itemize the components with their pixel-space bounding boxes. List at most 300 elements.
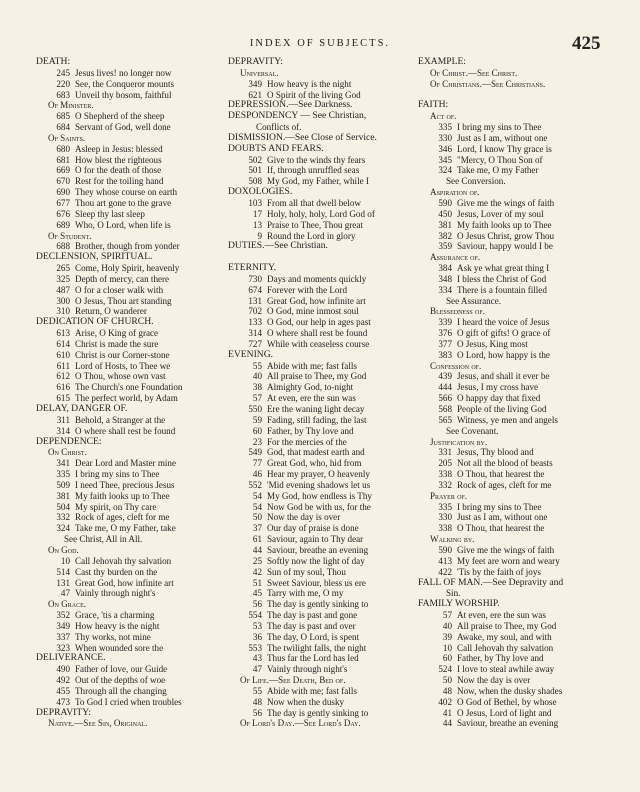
hymn-number: 439 (438, 371, 452, 382)
hymn-entry (36, 578, 216, 589)
hymn-number: 44 (442, 718, 452, 729)
hymn-number: 341 (56, 458, 70, 469)
index-subheading: Walking by. (430, 534, 475, 545)
hymn-first-line: I heard the voice of Jesus (457, 317, 550, 328)
hymn-number: 621 (248, 89, 262, 100)
hymn-number: 683 (56, 89, 70, 100)
hymn-first-line: Saviour, again to Thy dear (267, 534, 364, 545)
hymn-number: 338 (438, 523, 452, 534)
hymn-number: 702 (248, 306, 262, 317)
hymn-number: 324 (56, 523, 70, 534)
hymn-first-line: Jesus lives! no longer now (75, 67, 172, 78)
hymn-number: 553 (248, 642, 262, 653)
hymn-number: 690 (56, 187, 70, 198)
index-heading: FALL OF MAN.—See Depravity and (418, 577, 564, 588)
hymn-first-line: Behold, a Stranger at the (75, 414, 166, 425)
hymn-entry (36, 664, 216, 675)
hymn-number: 334 (438, 284, 452, 295)
hymn-entry (418, 415, 610, 426)
hymn-number: 590 (438, 544, 452, 555)
hymn-number: 44 (252, 544, 262, 555)
index-reference: Sin. (446, 588, 461, 599)
hymn-number: 552 (248, 479, 262, 490)
hymn-first-line: Just as I am, without one (457, 132, 548, 143)
hymn-entry (418, 447, 610, 458)
hymn-number: 688 (56, 241, 70, 252)
hymn-number: 43 (252, 653, 262, 664)
hymn-first-line: Sleep thy last sleep (75, 208, 145, 219)
hymn-entry (228, 556, 406, 567)
hymn-first-line: For the mercies of the (267, 436, 347, 447)
hymn-entry (228, 643, 406, 654)
hymn-number: 133 (248, 317, 262, 328)
hymn-entry (418, 328, 610, 339)
hymn-first-line: The day is gently sinking to (267, 707, 369, 718)
hymn-entry (418, 317, 610, 328)
hymn-number: 60 (252, 425, 262, 436)
index-heading: DOUBTS AND FEARS. (228, 143, 324, 154)
hymn-entry (228, 437, 406, 448)
hymn-first-line: Christ is our Corner-stone (75, 349, 170, 360)
hymn-number: 330 (438, 512, 452, 523)
hymn-first-line: Brother, though from yonder (75, 241, 180, 252)
hymn-first-line: Now the day is over (267, 512, 341, 523)
hymn-entry (228, 361, 406, 372)
hymn-first-line: O God, mine inmost soul (267, 306, 359, 317)
hymn-entry (36, 165, 216, 176)
hymn-number: 524 (438, 664, 452, 675)
index-column-1 (36, 57, 216, 729)
hymn-first-line: I bring my sins to Thee (75, 469, 160, 480)
hymn-first-line: I bring my sins to Thee (457, 122, 542, 133)
hymn-number: 300 (56, 295, 70, 306)
index-heading: DELAY, DANGER OF. (36, 404, 128, 414)
hymn-first-line: Father, by Thy love and (267, 425, 354, 436)
hymn-entry (36, 686, 216, 697)
hymn-number: 40 (442, 620, 452, 631)
hymn-entry (418, 632, 610, 643)
hymn-entry (418, 643, 610, 654)
hymn-entry (418, 393, 610, 404)
hymn-entry (36, 111, 216, 122)
hymn-entry (36, 339, 216, 350)
hymn-number: 45 (252, 588, 262, 599)
hymn-first-line: Father, by Thy love and (457, 653, 544, 664)
hymn-number: 384 (438, 263, 452, 274)
hymn-first-line: Out of the depths of woe (75, 675, 166, 686)
hymn-entry (228, 697, 406, 708)
hymn-number: 613 (56, 328, 70, 339)
hymn-number: 383 (438, 349, 452, 360)
hymn-first-line: Unveil thy bosom, faithful (75, 89, 172, 100)
hymn-entry (228, 415, 406, 426)
hymn-number: 48 (252, 696, 262, 707)
hymn-entry (36, 393, 216, 404)
hymn-first-line: See, the Conqueror mounts (75, 78, 175, 89)
hymn-entry (418, 371, 610, 382)
hymn-number: 610 (56, 349, 70, 360)
hymn-entry (228, 588, 406, 599)
index-subheading: Of Life.—See Death, Bed of. (240, 675, 346, 686)
hymn-number: 330 (438, 132, 452, 143)
hymn-first-line: Thou art gone to the grave (75, 197, 172, 208)
hymn-first-line: O Lord, how happy is the (457, 349, 550, 360)
hymn-first-line: Jesus, and shall it ever be (457, 371, 550, 382)
hymn-entry (228, 610, 406, 621)
hymn-number: 413 (438, 555, 452, 566)
hymn-first-line: Rest for the toiling hand (75, 176, 164, 187)
hymn-first-line: Call Jehovah thy salvation (75, 555, 172, 566)
hymn-first-line: They whose course on earth (75, 187, 178, 198)
index-column-2 (228, 57, 406, 729)
hymn-first-line: Christ is made the sure (75, 338, 159, 349)
hymn-entry (36, 176, 216, 187)
hymn-number: 565 (438, 414, 452, 425)
hymn-number: 450 (438, 208, 452, 219)
hymn-number: 554 (248, 610, 262, 621)
hymn-first-line: Abide with me; fast falls (267, 360, 357, 371)
hymn-entry (228, 79, 406, 90)
hymn-number: 324 (438, 165, 452, 176)
hymn-number: 13 (252, 219, 262, 230)
hymn-number: 77 (252, 458, 262, 469)
hymn-first-line: Saviour, happy would I be (457, 241, 553, 252)
hymn-first-line: The day, O Lord, is spent (267, 631, 360, 642)
hymn-number: 50 (442, 675, 452, 686)
hymn-first-line: Fading, still fading, the last (267, 414, 367, 425)
hymn-number: 103 (248, 197, 262, 208)
hymn-number: 676 (56, 208, 70, 219)
hymn-first-line: Abide with me; fast falls (267, 685, 357, 696)
hymn-entry (36, 122, 216, 133)
hymn-number: 314 (56, 425, 70, 436)
hymn-entry (228, 393, 406, 404)
index-subheading: Assurance of. (430, 252, 481, 263)
hymn-number: 487 (56, 284, 70, 295)
hymn-entry (228, 209, 406, 220)
hymn-first-line: People of the living God (457, 404, 547, 414)
hymn-entry (228, 371, 406, 382)
hymn-number: 614 (56, 338, 70, 349)
hymn-first-line: Grace, 'tis a charming (75, 610, 155, 621)
hymn-first-line: Softly now the light of day (267, 555, 365, 566)
hymn-entry (228, 534, 406, 545)
hymn-first-line: I need Thee, precious Jesus (75, 479, 175, 490)
hymn-number: 352 (56, 610, 70, 621)
hymn-number: 490 (56, 664, 70, 675)
hymn-first-line: Ask ye what great thing I (457, 263, 550, 274)
hymn-entry (418, 155, 610, 166)
hymn-number: 323 (56, 642, 70, 653)
hymn-entry (418, 122, 610, 133)
hymn-number: 339 (438, 317, 452, 328)
hymn-number: 376 (438, 328, 452, 339)
hymn-entry (36, 371, 216, 382)
hymn-first-line: Almighty God, to-night (267, 382, 354, 393)
hymn-number: 566 (438, 393, 452, 404)
hymn-first-line: Great God, who, hid from (267, 458, 362, 469)
index-subheading: Of Minister. (48, 100, 94, 111)
hymn-entry (228, 458, 406, 469)
hymn-first-line: Witness, ye men and angels (457, 414, 558, 425)
hymn-number: 332 (56, 512, 70, 523)
hymn-first-line: Depth of mercy, can there (75, 273, 170, 284)
hymn-entry (228, 382, 406, 393)
hymn-first-line: Take me, O my Father, take (75, 523, 176, 534)
hymn-entry (36, 512, 216, 523)
hymn-number: 38 (252, 382, 262, 393)
hymn-number: 314 (248, 328, 262, 339)
hymn-entry (418, 458, 610, 469)
hymn-entry (36, 263, 216, 274)
hymn-number: 40 (252, 371, 262, 382)
hymn-entry (418, 404, 610, 415)
hymn-entry (418, 231, 610, 242)
hymn-first-line: Vainly through night's (75, 588, 156, 599)
hymn-number: 10 (60, 555, 70, 566)
hymn-first-line: O for a closer walk with (75, 284, 164, 295)
hymn-entry (228, 599, 406, 610)
hymn-entry (36, 306, 216, 317)
hymn-number: 311 (56, 414, 70, 425)
hymn-entry (418, 664, 610, 675)
hymn-entry (36, 241, 216, 252)
hymn-number: 422 (438, 566, 452, 577)
hymn-first-line: My God, my Father, while I (267, 176, 369, 187)
hymn-first-line: Awake, my soul, and with (457, 631, 552, 642)
hymn-number: 245 (56, 67, 70, 78)
hymn-entry (418, 675, 610, 686)
index-reference: See Assurance. (446, 295, 502, 306)
index-heading: DEPRAVITY: (228, 57, 283, 67)
hymn-number: 501 (248, 165, 262, 176)
hymn-entry (36, 220, 216, 231)
hymn-first-line: If, through unruffled seas (267, 165, 360, 176)
hymn-entry (228, 523, 406, 534)
hymn-first-line: Round the Lord in glory (267, 230, 356, 241)
hymn-number: 37 (252, 523, 262, 534)
hymn-entry (418, 133, 610, 144)
hymn-number: 41 (442, 707, 452, 718)
hymn-entry (228, 198, 406, 209)
hymn-entry (228, 231, 406, 242)
hymn-entry (228, 686, 406, 697)
hymn-entry (418, 350, 610, 361)
index-heading: DESPONDENCY — See Christian, (228, 111, 367, 122)
index-heading: DOXOLOGIES. (228, 187, 293, 198)
hymn-first-line: O God, our help in ages past (267, 317, 371, 328)
hymn-first-line: O where shall rest be found (267, 328, 368, 339)
index-heading: DELIVERANCE. (36, 653, 106, 664)
hymn-number: 42 (252, 566, 262, 577)
hymn-entry (36, 198, 216, 209)
hymn-number: 349 (248, 78, 262, 89)
hymn-entry (36, 209, 216, 220)
hymn-number: 23 (252, 436, 262, 447)
hymn-first-line: Saviour, breathe an evening (457, 718, 559, 729)
hymn-first-line: Our day of praise is done (267, 523, 359, 534)
hymn-entry (36, 491, 216, 502)
hymn-number: 10 (442, 642, 452, 653)
hymn-entry (36, 144, 216, 155)
hymn-entry (228, 404, 406, 415)
hymn-first-line: Thus far the Lord has led (267, 653, 359, 664)
hymn-entry (36, 502, 216, 513)
hymn-entry (36, 523, 216, 534)
index-reference: Conflicts of. (256, 122, 302, 133)
hymn-number: 338 (438, 469, 452, 480)
hymn-entry (418, 469, 610, 480)
index-subheading: On Grace. (48, 599, 87, 610)
index-subheading: On God. (48, 544, 79, 555)
hymn-first-line: Holy, holy, holy, Lord God of (267, 208, 375, 219)
hymn-entry (36, 643, 216, 654)
hymn-entry (418, 220, 610, 231)
hymn-first-line: Call Jehovah thy salvation (457, 642, 554, 653)
hymn-first-line: Take me, O my Father (457, 165, 539, 176)
index-reference: See Conversion. (446, 176, 506, 187)
hymn-number: 56 (252, 599, 262, 610)
hymn-first-line: My spirit, on Thy care (75, 501, 157, 512)
hymn-number: 48 (442, 685, 452, 696)
hymn-number: 377 (438, 338, 452, 349)
hymn-first-line: O Shepherd of the sheep (75, 111, 165, 122)
hymn-number: 509 (56, 479, 70, 490)
hymn-entry (228, 567, 406, 578)
hymn-first-line: Sun of my soul, Thou (267, 566, 346, 577)
hymn-first-line: To God I cried when troubles (75, 696, 182, 707)
hymn-first-line: The day is past and over (267, 620, 356, 631)
hymn-first-line: Give me the wings of faith (457, 544, 555, 555)
hymn-first-line: O Jesus, Thou art standing (75, 295, 172, 306)
hymn-number: 53 (252, 620, 262, 631)
index-heading: DEDICATION OF CHURCH. (36, 317, 154, 328)
hymn-number: 730 (248, 273, 262, 284)
hymn-number: 677 (56, 197, 70, 208)
hymn-number: 331 (438, 447, 452, 458)
hymn-number: 57 (442, 610, 452, 621)
hymn-first-line: Now God be with us, for the (267, 501, 371, 512)
hymn-number: 550 (248, 404, 262, 414)
hymn-first-line: Come, Holy Spirit, heavenly (75, 263, 180, 274)
hymn-number: 345 (438, 154, 452, 165)
hymn-number: 131 (56, 577, 70, 588)
hymn-entry (228, 176, 406, 187)
hymn-entry (418, 621, 610, 632)
hymn-number: 17 (252, 208, 262, 219)
hymn-number: 50 (252, 512, 262, 523)
hymn-number: 590 (438, 197, 452, 208)
hymn-entry (36, 328, 216, 339)
hymn-entry (228, 165, 406, 176)
hymn-number: 131 (248, 295, 262, 306)
hymn-number: 39 (442, 631, 452, 642)
hymn-entry (418, 708, 610, 719)
hymn-entry (228, 512, 406, 523)
hymn-first-line: Arise, O King of grace (75, 328, 159, 339)
hymn-first-line: O where shall rest be found (75, 425, 176, 436)
hymn-first-line: The day is past and gone (267, 610, 358, 621)
hymn-entry (418, 697, 610, 708)
hymn-entry (228, 632, 406, 643)
hymn-entry (36, 90, 216, 101)
hymn-entry (228, 296, 406, 307)
hymn-number: 335 (438, 501, 452, 512)
hymn-entry (228, 545, 406, 556)
hymn-entry (36, 632, 216, 643)
hymn-first-line: Hear my prayer, O heavenly (267, 469, 370, 480)
hymn-entry (418, 285, 610, 296)
index-subheading: Justification by. (430, 436, 488, 447)
hymn-number: 680 (56, 143, 70, 154)
index-subheading: Of Christians.—See Christians. (430, 78, 546, 89)
hymn-entry (36, 274, 216, 285)
hymn-first-line: Who, O Lord, when life is (75, 219, 171, 230)
hymn-number: 685 (56, 111, 70, 122)
hymn-number: 337 (56, 631, 70, 642)
hymn-entry (418, 567, 610, 578)
hymn-first-line: Jesus, I my cross have (457, 382, 539, 393)
hymn-first-line: Great God, how infinite art (75, 577, 174, 588)
index-subheading: Confession of. (430, 360, 482, 371)
hymn-first-line: O Jesus, King most (457, 338, 528, 349)
hymn-number: 502 (248, 154, 262, 165)
hymn-first-line: My feet are worn and weary (457, 555, 560, 566)
hymn-first-line: Jesus, Thy blood and (457, 447, 534, 458)
hymn-number: 514 (56, 566, 70, 577)
hymn-first-line: When wounded sore the (75, 642, 164, 653)
index-heading: DECLENSION, SPIRITUAL. (36, 252, 153, 263)
hymn-entry (418, 686, 610, 697)
hymn-entry (36, 79, 216, 90)
hymn-number: 492 (56, 675, 70, 686)
hymn-entry (36, 285, 216, 296)
hymn-first-line: The perfect world, by Adam (75, 393, 178, 404)
hymn-first-line: There is a fountain filled (457, 284, 547, 295)
hymn-first-line: Return, O wanderer (75, 306, 147, 317)
hymn-number: 381 (56, 490, 70, 501)
hymn-first-line: At even, ere the sun was (267, 393, 356, 404)
hymn-number: 615 (56, 393, 70, 404)
hymn-first-line: I bring my sins to Thee (457, 501, 542, 512)
hymn-entry (228, 306, 406, 317)
hymn-entry (228, 426, 406, 437)
hymn-entry (228, 339, 406, 350)
hymn-first-line: All praise to Thee, my God (457, 620, 557, 631)
hymn-first-line: Give to the winds thy fears (267, 154, 366, 165)
hymn-first-line: My faith looks up to Thee (457, 219, 552, 230)
hymn-entry (418, 263, 610, 274)
hymn-number: 54 (252, 501, 262, 512)
hymn-number: 56 (252, 707, 262, 718)
hymn-first-line: Give me the wings of faith (457, 197, 555, 208)
hymn-entry (228, 491, 406, 502)
hymn-number: 25 (252, 555, 262, 566)
hymn-number: 55 (252, 360, 262, 371)
hymn-first-line: O Spirit of the living God (267, 89, 361, 100)
hymn-entry (418, 382, 610, 393)
hymn-entry (228, 90, 406, 101)
hymn-first-line: While with ceaseless course (267, 338, 370, 349)
hymn-first-line: I love to steal awhile away (457, 664, 555, 675)
hymn-entry (418, 512, 610, 523)
hymn-first-line: Through all the changing (75, 685, 167, 696)
hymn-first-line: All praise to Thee, my God (267, 371, 367, 382)
hymn-entry (418, 610, 610, 621)
hymn-number: 265 (56, 263, 70, 274)
hymn-entry (418, 653, 610, 664)
hymn-first-line: Days and moments quickly (267, 273, 367, 284)
